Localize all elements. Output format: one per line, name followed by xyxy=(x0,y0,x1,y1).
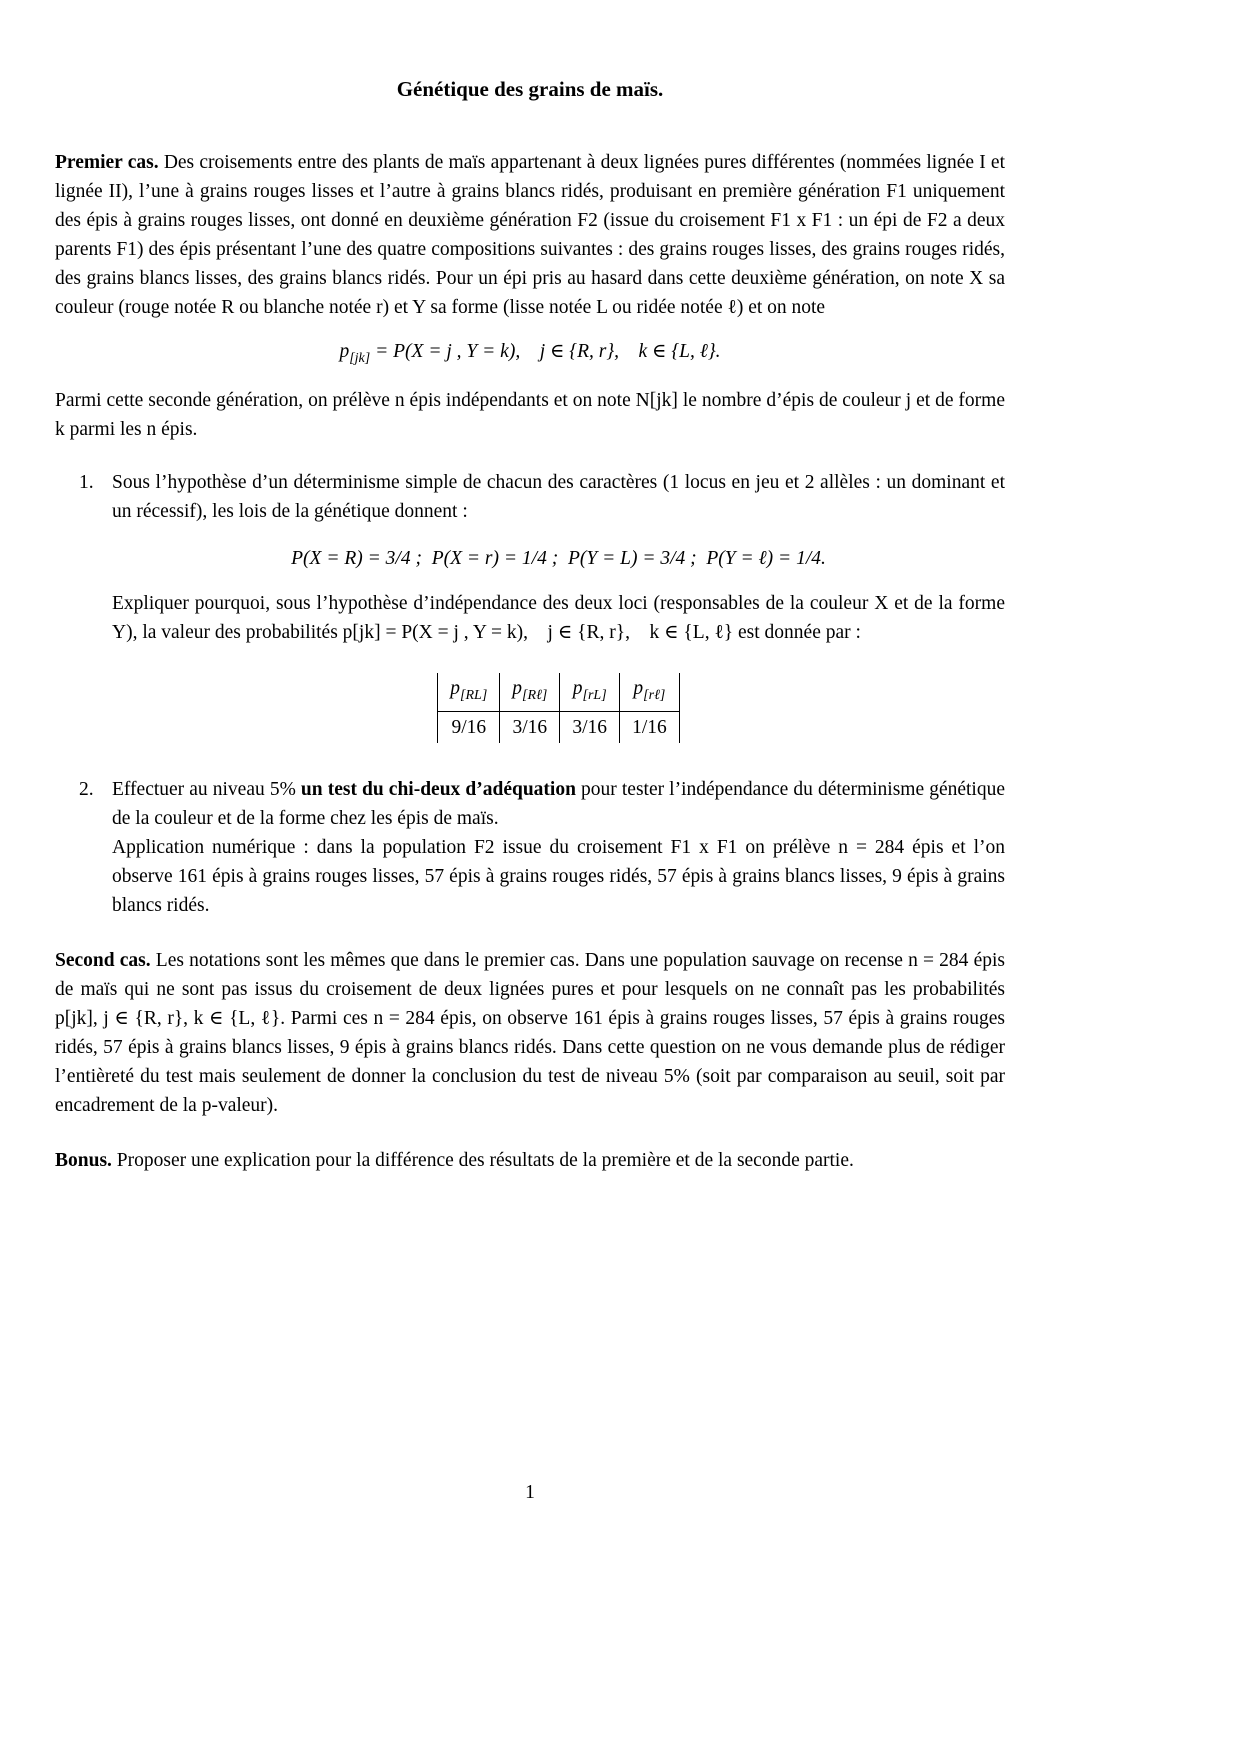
item-2-bold-text: un test du chi-deux d’adéquation xyxy=(300,778,576,800)
table-value-pRL: 9/16 xyxy=(438,711,500,743)
item-1-intro: Sous l’hypothèse d’un déterminisme simple de chacun des caractères (1 locus en jeu et 2 allèles : un dominant et un récessif), les lois de la génétique donnent : xyxy=(112,471,1005,522)
second-cas-label: Second cas. xyxy=(55,949,151,971)
item-2-application: Application numérique : dans la population F2 issue du croisement F1 x F1 on prélève n = 284 épis et l’on observe 161 épis à grains rouges lisses, 57 épis à grains rouges ridés, 57 épis à grains blancs lisses, 9 épis à grains blancs ridés. xyxy=(112,836,1005,916)
list-item-1 xyxy=(79,468,1005,751)
equation-pjk-subscript: [jk] xyxy=(349,349,371,366)
second-cas-paragraph xyxy=(55,946,1005,1120)
table-header-prl: $p_{[r\ell]}$ xyxy=(620,673,680,711)
bonus-paragraph xyxy=(55,1146,1005,1175)
second-cas-body: Les notations sont les mêmes que dans le premier cas. Dans une population sauvage on recense n = 284 épis de maïs qui ne sont pas issus du croisement de deux lignées pures et pour lesquels on ne connaît pas les probabilités p[jk], j ∈ {R, r}, k ∈ {L, ℓ}. Parmi ces n = 284 épis, on observe 161 épis à grains rouges lisses, 57 épis à grains rouges ridés, 57 épis à grains blancs lisses, 9 épis à grains blancs ridés. Dans cette question on ne vous demande plus de rédiger l’entièreté du test mais seulement de donner la conclusion du test de niveau 5% (soit par comparaison au seuil, soit par encadrement de la p-valeur). xyxy=(55,949,1005,1116)
item-1-expliquer: Expliquer pourquoi, sous l’hypothèse d’indépendance des deux loci (responsables de la couleur X et de la forme Y), la valeur des probabilités p[jk] = P(X = j , Y = k), j ∈ {R, r}, k ∈ {L, ℓ} est donnée par : xyxy=(112,592,1005,643)
equation-pjk xyxy=(55,337,1005,373)
table-header-pRL: $p_{[RL]}$ xyxy=(438,673,500,711)
list-item-2 xyxy=(79,775,1005,920)
item-2-pre-text: Effectuer au niveau 5% xyxy=(112,778,296,800)
probability-table-value-row xyxy=(438,711,679,743)
equation-pjk-rest: = P(X = j , Y = k), j ∈ {R, r}, k ∈ {L, ℓ}. xyxy=(370,341,721,362)
probability-table xyxy=(437,673,679,743)
item-1-number: 1. xyxy=(79,471,94,493)
table-value-pRl: 3/16 xyxy=(500,711,560,743)
item-2-text xyxy=(112,775,1005,833)
document-title: Génétique des grains de maïs. xyxy=(396,77,664,101)
parmi-paragraph: Parmi cette seconde génération, on prélève n épis indépendants et on note N[jk] le nombre d’épis de couleur j et de forme k parmi les n épis. xyxy=(55,389,1005,440)
equation-lois-genetique: P(X = R) = 3/4 ; P(X = r) = 1/4 ; P(Y = L) = 3/4 ; P(Y = ℓ) = 1/4. xyxy=(291,547,826,569)
item-2-number: 2. xyxy=(79,778,94,800)
equation-pjk-base: p xyxy=(339,341,350,362)
table-header-prL: $p_{[rL]}$ xyxy=(560,673,620,711)
premier-cas-label: Premier cas. xyxy=(55,152,159,173)
bonus-body: Proposer une explication pour la différence des résultats de la première et de la seconde partie. xyxy=(116,1149,854,1171)
item-2-body xyxy=(112,775,1005,920)
table-value-prL: 3/16 xyxy=(560,711,620,743)
item-1-body xyxy=(112,468,1005,751)
page-number: 1 xyxy=(525,1482,535,1503)
bonus-label: Bonus. xyxy=(55,1149,112,1171)
table-value-prl: 1/16 xyxy=(620,711,680,743)
table-header-pRl: $p_{[R\ell]}$ xyxy=(500,673,560,711)
item-2-post-text: pour tester l’indépendance du déterminisme génétique de la couleur et de la forme chez les épis de maïs. xyxy=(112,778,1005,829)
probability-table-header-row xyxy=(438,673,679,711)
premier-cas-paragraph xyxy=(55,148,1005,322)
premier-cas-body: Des croisements entre des plants de maïs appartenant à deux lignées pures différentes (nommées lignée I et lignée II), l’une à grains rouges lisses et l’autre à grains blancs ridés, produisant en première génération F1 uniquement des épis à grains rouges lisses, ont donné en deuxième génération F2 (issue du croisement F1 x F1 : un épi de F2 a deux parents F1) des épis présentant l’une des quatre compositions suivantes : des grains rouges lisses, des grains rouges ridés, des grains blancs lisses, des grains blancs ridés. Pour un épi pris au hasard dans cette deuxième génération, on note X sa couleur (rouge notée R ou blanche notée r) et Y sa forme (lisse notée L ou ridée notée ℓ) et on note xyxy=(55,152,1006,318)
